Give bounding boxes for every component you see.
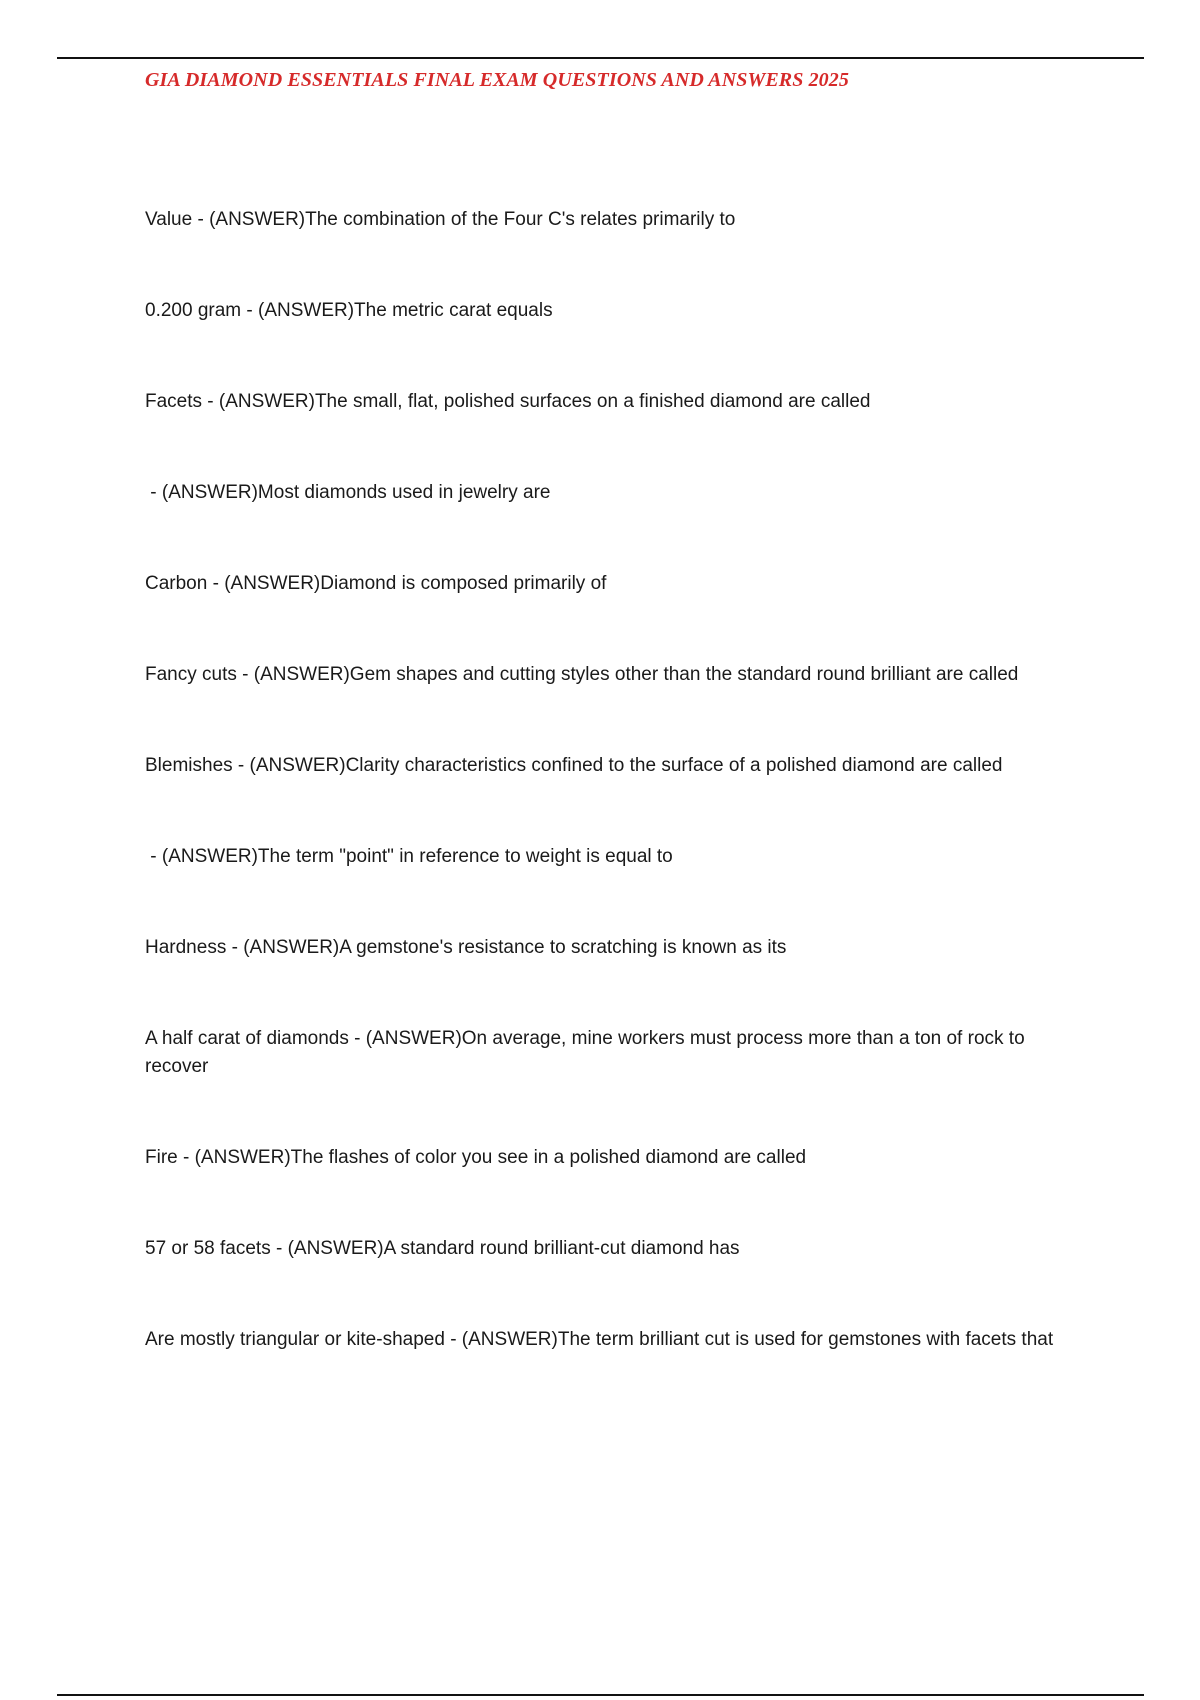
qa-item: 57 or 58 facets - (ANSWER)A standard round brilliant-cut diamond has xyxy=(145,1238,740,1259)
qa-item: Fancy cuts - (ANSWER)Gem shapes and cutting styles other than the standard round brilliant are called xyxy=(145,664,1019,685)
qa-item: Facets - (ANSWER)The small, flat, polished surfaces on a finished diamond are called xyxy=(145,391,871,412)
qa-item: - (ANSWER)Most diamonds used in jewelry are xyxy=(145,482,551,503)
qa-item: 0.200 gram - (ANSWER)The metric carat equals xyxy=(145,300,553,321)
top-rule xyxy=(57,57,1144,59)
document-title: GIA DIAMOND ESSENTIALS FINAL EXAM QUESTIONS AND ANSWERS 2025 xyxy=(145,69,849,91)
qa-item: Hardness - (ANSWER)A gemstone's resistance to scratching is known as its xyxy=(145,937,787,958)
qa-item: Value - (ANSWER)The combination of the Four C's relates primarily to xyxy=(145,209,736,230)
qa-item: Fire - (ANSWER)The flashes of color you see in a polished diamond are called xyxy=(145,1147,807,1168)
qa-list xyxy=(145,206,1090,1417)
qa-item: Blemishes - (ANSWER)Clarity characteristics confined to the surface of a polished diamond are called xyxy=(145,755,1003,776)
bottom-rule xyxy=(57,1694,1144,1696)
qa-item: - (ANSWER)The term "point" in reference to weight is equal to xyxy=(145,846,673,867)
qa-item: A half carat of diamonds - (ANSWER)On average, mine workers must process more than a ton of rock to recover xyxy=(145,1028,1025,1077)
qa-item: Are mostly triangular or kite-shaped - (ANSWER)The term brilliant cut is used for gemstones with facets that xyxy=(145,1329,1054,1350)
qa-item: Carbon - (ANSWER)Diamond is composed primarily of xyxy=(145,573,607,594)
